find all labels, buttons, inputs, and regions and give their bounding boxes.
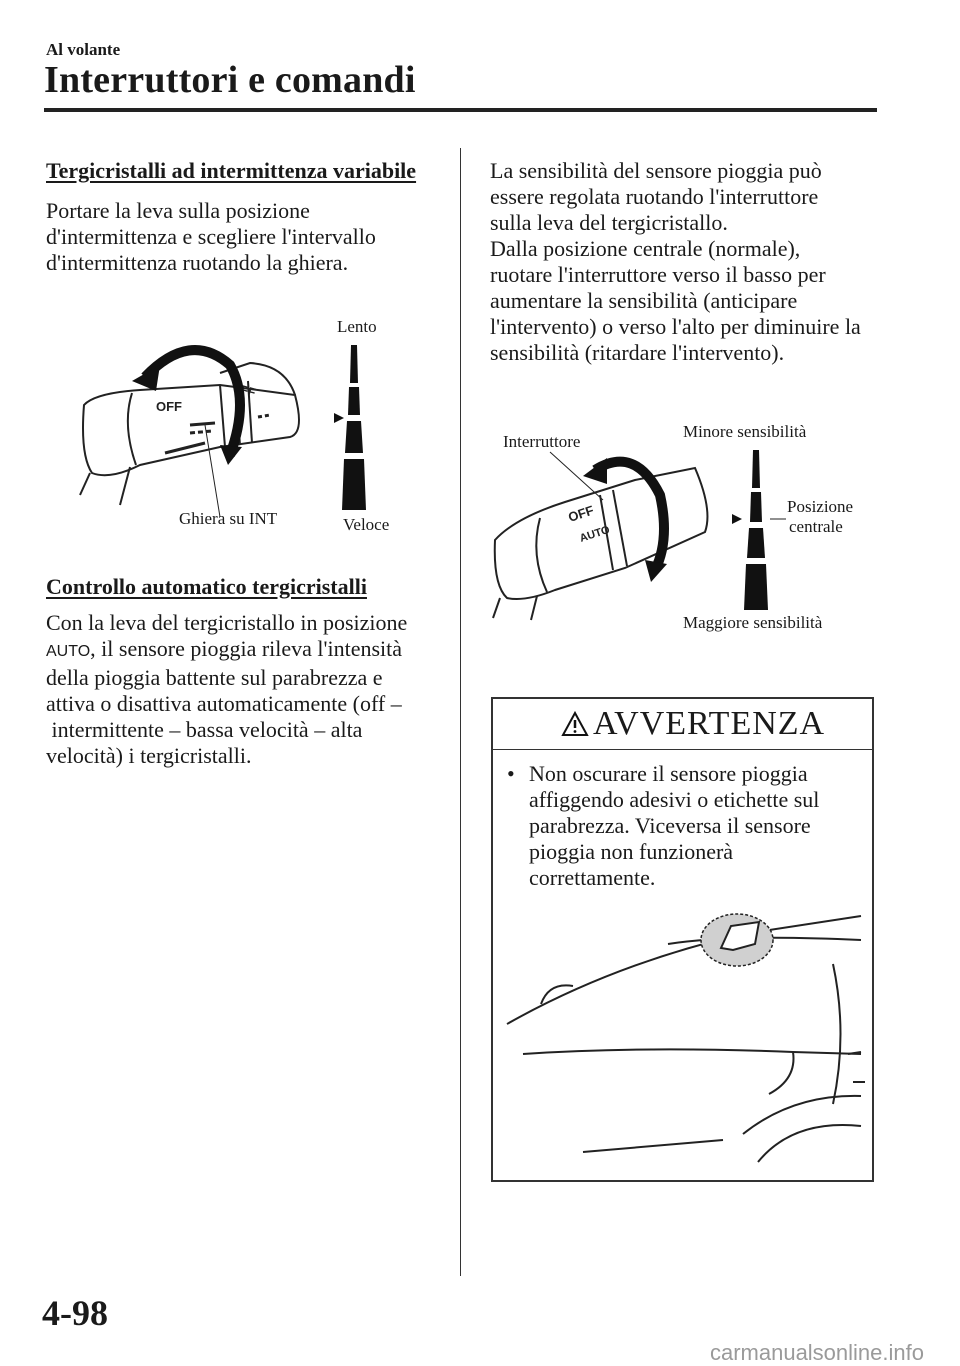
off-marking: OFF: [156, 399, 182, 414]
label-switch: Interruttore: [503, 432, 581, 451]
column-divider: [460, 148, 461, 1276]
sensitivity-bar-scale: [730, 450, 790, 612]
label-center-position: Posizione centrale: [787, 497, 854, 536]
heading-auto-wiper: Controllo automatico tergicristalli: [46, 574, 367, 599]
warning-triangle-icon: [561, 711, 589, 737]
heading-variable-intermittent: Tergicristalli ad intermittenza variabile: [46, 158, 417, 183]
speed-bar-scale: [330, 345, 380, 515]
warning-title: AVVERTENZA: [593, 705, 826, 742]
header-rule: [44, 108, 877, 112]
paragraph-intermittent: Portare la leva sulla posizione d'intermittenza e scegliere l'intervallo d'intermittenza ruotando la ghiera.: [46, 198, 376, 275]
label-slow: Lento: [337, 317, 377, 336]
paragraph-sensitivity: La sensibilità del sensore pioggia può essere regolata ruotando l'interruttore sulla leva del tergicristallo. Dalla posizione centrale (normale), ruotare l'interruttore verso il basso per aumentare la sensibilità (anticipare l'intervento) o verso l'alto per diminuire la sensibilità (ritardare l'intervento).: [490, 158, 861, 365]
label-less-sensitivity: Minore sensibilità: [683, 422, 807, 441]
svg-text:FF: FF: [239, 382, 258, 400]
label-fast: Veloce: [343, 515, 390, 534]
pointer-arrow-icon: [334, 413, 344, 423]
off-marking-2: OFF: [566, 502, 596, 525]
chapter-title: Interruttori e comandi: [44, 59, 416, 101]
warning-box: [491, 697, 874, 1182]
section-label: Al volante: [46, 40, 121, 59]
auto-marking: AUTO: [578, 523, 612, 545]
label-ring-int: Ghiera su INT: [179, 509, 278, 528]
footer-watermark[interactable]: carmanualsonline.info: [709, 1340, 924, 1365]
page-number: 4-98: [42, 1293, 108, 1333]
label-more-sensitivity: Maggiore sensibilità: [683, 613, 823, 632]
windshield-sensor-illustration: [493, 904, 872, 1174]
bullet: •: [507, 761, 515, 786]
warning-text: Non oscurare il sensore pioggia affiggendo adesivi o etichette sul parabrezza. Viceversa il sensore pioggia non funzionerà correttamente.: [529, 761, 820, 890]
auto-word: AUTO: [46, 643, 91, 660]
center-pointer-icon: [732, 514, 742, 524]
sensitivity-switch-figure: [485, 440, 725, 620]
warning-header: [493, 699, 872, 750]
paragraph-auto: Con la leva del tergicristallo in posizione AUTO, il sensore pioggia rileva l'intensità della pioggia battente sul parabrezza e attiva o disattiva automaticamente (off – intermittente – bassa velocità – alta velocità) i tergicristalli.: [46, 610, 408, 768]
